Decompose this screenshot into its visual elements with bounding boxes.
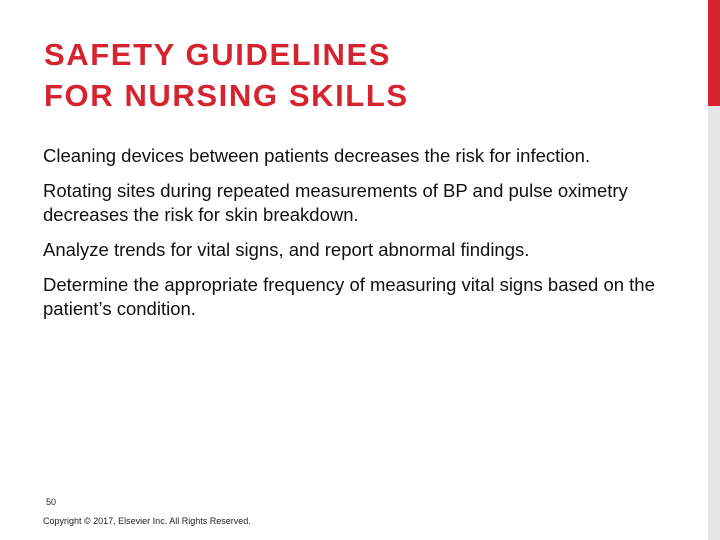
accent-bar-gray bbox=[708, 106, 720, 540]
guideline-list bbox=[43, 144, 663, 332]
copyright-notice: Copyright © 2017, Elsevier Inc. All Rights Reserved. bbox=[43, 516, 251, 526]
guideline-item-cleaning: Cleaning devices between patients decreases the risk for infection. bbox=[43, 145, 591, 166]
guideline-item-frequency: Determine the appropriate frequency of measuring vital signs based on the patient’s condition. bbox=[43, 274, 655, 319]
guideline-item-rotating-sites: Rotating sites during repeated measurements of BP and pulse oximetry decreases the risk for skin breakdown. bbox=[43, 180, 628, 225]
slide-number: 50 bbox=[46, 497, 57, 507]
title-line-1: SAFETY GUIDELINES bbox=[44, 37, 392, 72]
slide-title bbox=[44, 34, 644, 116]
accent-bar-red bbox=[708, 0, 720, 106]
guideline-item-analyze-trends: Analyze trends for vital signs, and report abnormal findings. bbox=[43, 239, 530, 260]
title-line-2: FOR NURSING SKILLS bbox=[44, 78, 409, 113]
